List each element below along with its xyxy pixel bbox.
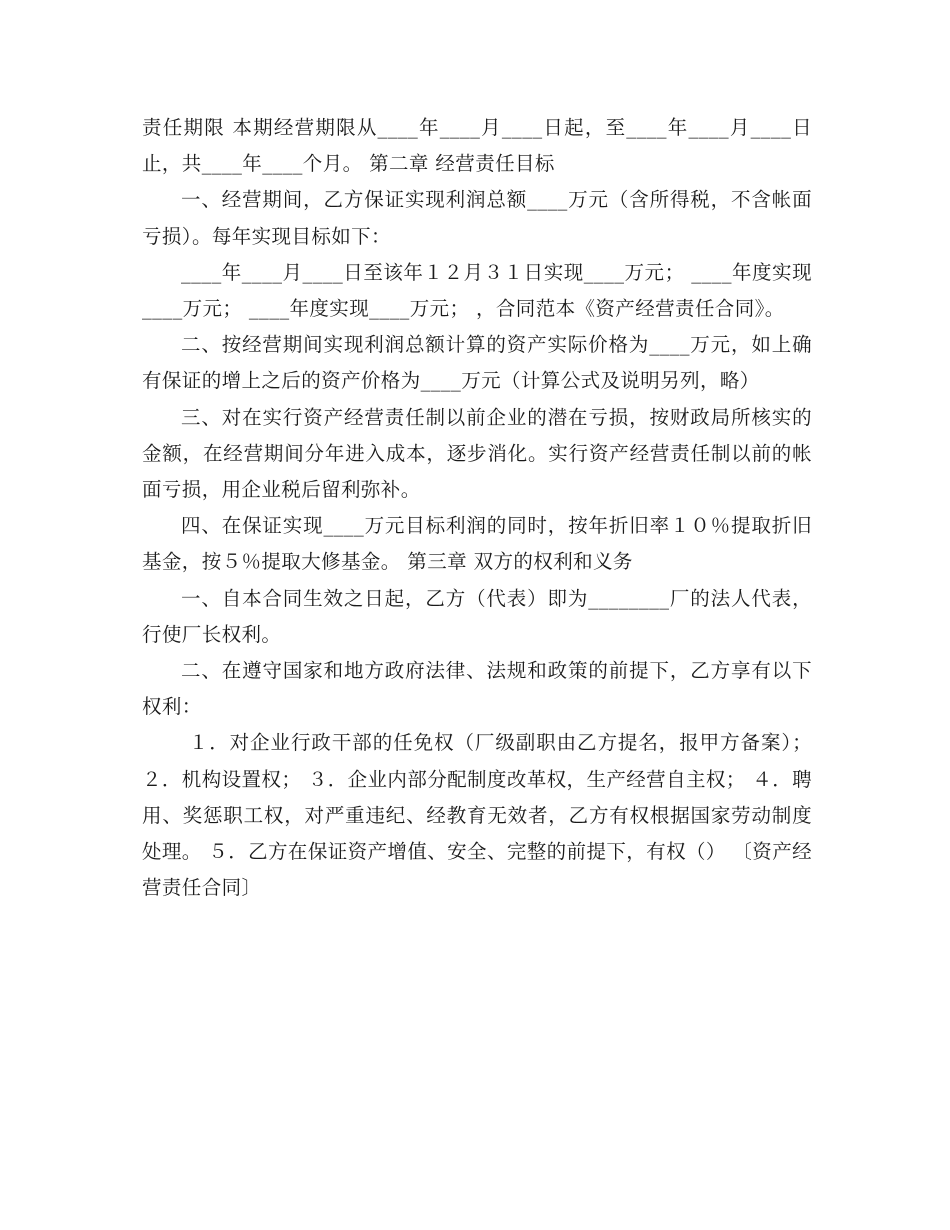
document-body [142, 110, 812, 906]
paragraph-asset-price: 二、按经营期间实现利润总额计算的资产实际价格为____万元，如上确有保证的增上之后的资产价格为____万元（计算公式及说明另列，略） [142, 333, 812, 393]
paragraph-profit-guarantee: 一、经营期间，乙方保证实现利润总额____万元（含所得税，不含帐面亏损）。每年实现目标如下： [142, 188, 812, 248]
paragraph-rights-intro: 二、在遵守国家和地方政府法律、法规和政策的前提下，乙方享有以下权利： [142, 659, 812, 719]
paragraph-term-period: 责任期限 本期经营期限从____年____月____日起，至____年____月____日止，共____年____个月。 第二章 经营责任目标 [142, 116, 812, 176]
paragraph-annual-targets: ____年____月____日至该年１２月３１日实现____万元； ____年度实现____万元； ____年度实现____万元； ，合同范本《资产经营责任合同》。 [142, 260, 812, 321]
paragraph-rights-list: １．对企业行政干部的任免权（厂级副职由乙方提名，报甲方备案）； ２．机构设置权； ３．企业内部分配制度改革权，生产经营自主权； ４．聘用、奖惩职工权，对严重违纪、经教育无效者，乙方有权根据国家劳动制度处理。 ５．乙方在保证资产增值、安全、完整的前提下，有权（） 〔资产经营责任合同〕 [142, 731, 812, 900]
paragraph-depreciation: 四、在保证实现____万元目标利润的同时，按年折旧率１０％提取折旧基金，按５％提取大修基金。 第三章 双方的权利和义务 [142, 514, 812, 574]
paragraph-latent-losses: 三、对在实行资产经营责任制以前企业的潜在亏损，按财政局所核实的金额，在经营期间分年进入成本，逐步消化。实行资产经营责任制以前的帐面亏损，用企业税后留利弥补。 [142, 405, 812, 502]
paragraph-legal-representative: 一、自本合同生效之日起，乙方（代表）即为________厂的法人代表，行使厂长权利。 [142, 586, 812, 646]
